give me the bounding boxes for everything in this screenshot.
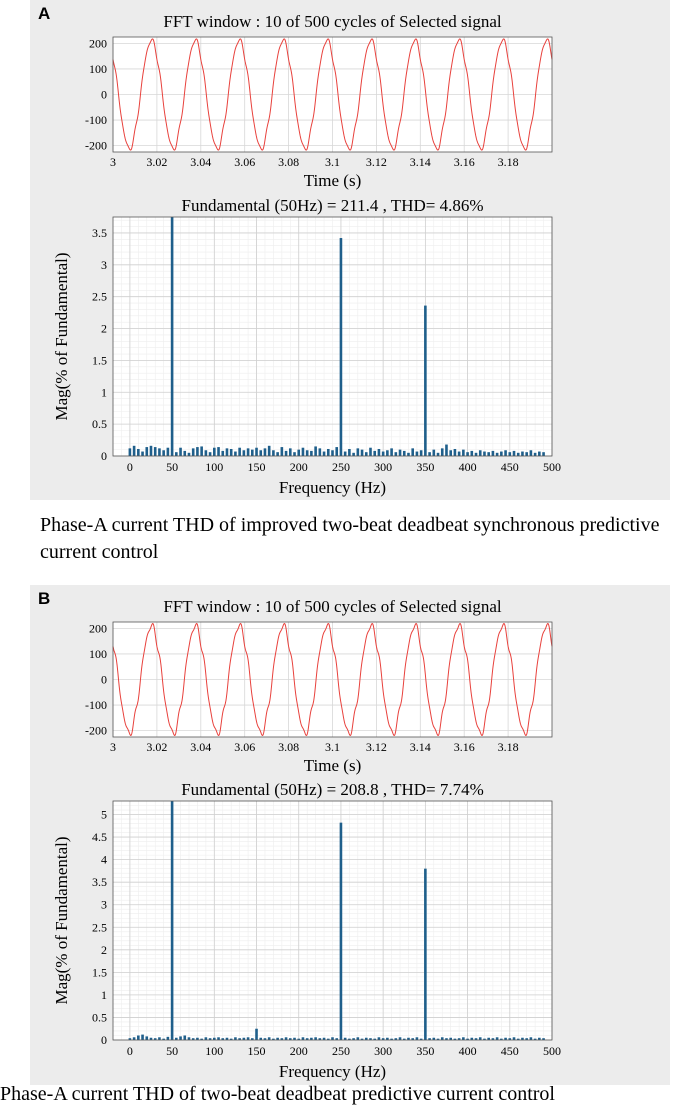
panel-label: A <box>38 4 51 23</box>
x-tick-label: 3.14 <box>409 155 431 169</box>
spectrum-bar <box>462 1037 465 1040</box>
x-tick-label: 3 <box>110 740 116 754</box>
y-tick-label: 1 <box>101 987 107 1002</box>
x-tick-label: 150 <box>247 460 266 474</box>
spectrum-bar <box>373 451 376 456</box>
x-tick-label: 0 <box>126 460 133 474</box>
spectrum-bar <box>205 450 208 456</box>
spectrum-bar <box>335 447 338 456</box>
spectrum-bar <box>276 452 279 456</box>
x-axis-label: Frequency (Hz) <box>278 478 387 497</box>
spectrum-bar <box>255 448 258 456</box>
spectrum-bar <box>158 448 161 456</box>
spectrum-bar <box>162 450 165 456</box>
spectrum-bar <box>133 446 136 456</box>
spectrum-bar <box>175 452 178 456</box>
x-tick-label: 250 <box>331 460 350 474</box>
spectrum-bar <box>344 452 347 456</box>
spectrum-bar <box>133 1037 136 1040</box>
plot-title: FFT window : 10 of 500 cycles of Selected signal <box>163 12 502 31</box>
x-tick-label: 300 <box>374 460 393 474</box>
x-tick-label: 100 <box>205 460 224 474</box>
x-tick-label: 500 <box>543 1044 561 1058</box>
spectrum-bar <box>369 448 372 456</box>
x-axis-label: Time (s) <box>303 171 362 190</box>
spectrum-plot <box>52 196 561 497</box>
spectrum-bar <box>361 450 364 456</box>
y-tick-label: 2 <box>101 942 107 957</box>
y-tick-label: 0.5 <box>92 417 107 432</box>
spectrum-bar <box>445 445 448 456</box>
x-tick-label: 250 <box>331 1044 350 1058</box>
x-tick-label: 500 <box>543 460 561 474</box>
spectrum-bar <box>247 448 250 456</box>
spectrum-bar <box>259 450 262 456</box>
spectrum-bar <box>407 453 410 456</box>
spectrum-bar <box>272 450 275 456</box>
spectrum-bar <box>183 1035 186 1040</box>
spectrum-bar <box>416 1037 419 1040</box>
spectrum-bar <box>141 452 144 456</box>
spectrum-bar <box>205 1037 208 1040</box>
caption-a: Phase-A current THD of improved two-beat deadbeat synchronous predictive current control <box>40 514 660 563</box>
spectrum-bar <box>302 1037 305 1040</box>
y-tick-label: 1 <box>101 385 107 400</box>
panel-label: B <box>38 589 51 608</box>
spectrum-bar <box>141 1035 144 1040</box>
spectrum-bar <box>352 453 355 456</box>
x-tick-label: 450 <box>500 1044 519 1058</box>
spectrum-bar <box>458 452 461 456</box>
spectrum-bar <box>340 238 343 456</box>
spectrum-bar <box>293 452 296 456</box>
spectrum-bar <box>230 449 233 456</box>
spectrum-bar <box>454 449 457 456</box>
spectrum-bar <box>297 450 300 456</box>
spectrum-bar <box>517 453 520 456</box>
spectrum-bar <box>441 1037 444 1040</box>
spectrum-bar <box>243 450 246 456</box>
time-plot <box>85 12 552 190</box>
spectrum-bar <box>420 450 423 456</box>
plot-title: FFT window : 10 of 500 cycles of Selected signal <box>163 597 502 616</box>
y-tick-label: 4 <box>101 852 107 867</box>
spectrum-bar <box>331 1037 334 1040</box>
spectrum-bar <box>167 448 170 456</box>
x-tick-label: 3.06 <box>234 155 256 169</box>
y-tick-label: -200 <box>85 723 107 738</box>
y-tick-label: 100 <box>89 646 107 661</box>
y-axis-label: Mag(% of Fundamental) <box>52 836 71 1005</box>
spectrum-bar <box>395 452 398 456</box>
spectrum-bar <box>302 448 305 456</box>
x-tick-label: 3.02 <box>146 155 168 169</box>
y-tick-label: 1.5 <box>92 965 107 980</box>
x-tick-label: 3.18 <box>497 740 519 754</box>
spectrum-bar <box>310 451 313 456</box>
spectrum-bar <box>196 447 199 456</box>
x-tick-label: 100 <box>205 1044 224 1058</box>
y-tick-label: 0 <box>101 87 107 102</box>
spectrum-bar <box>234 1037 237 1040</box>
spectrum-bar <box>416 452 419 456</box>
x-axis-label: Frequency (Hz) <box>278 1062 387 1081</box>
x-tick-label: 200 <box>289 460 308 474</box>
x-tick-label: 450 <box>500 460 519 474</box>
spectrum-bar <box>234 452 237 456</box>
spectrum-bar <box>428 452 431 456</box>
x-tick-label: 50 <box>166 1044 179 1058</box>
spectrum-bar <box>285 451 288 456</box>
spectrum-bar <box>441 448 444 456</box>
x-tick-label: 3.12 <box>365 155 387 169</box>
spectrum-bar <box>314 446 317 456</box>
x-tick-label: 3.16 <box>453 155 475 169</box>
spectrum-bar <box>378 1037 381 1040</box>
y-tick-label: 200 <box>89 621 107 636</box>
spectrum-bar <box>487 452 490 456</box>
spectrum-bar <box>357 448 360 456</box>
x-tick-label: 400 <box>458 460 477 474</box>
spectrum-bar <box>496 1037 499 1040</box>
spectrum-bar <box>479 1037 482 1040</box>
spectrum-bar <box>530 450 533 456</box>
spectrum-bar <box>268 446 271 456</box>
x-tick-label: 3.1 <box>325 155 340 169</box>
spectrum-bar <box>466 452 469 456</box>
spectrum-bar <box>137 1035 140 1040</box>
spectrum-bar <box>188 1037 191 1040</box>
y-tick-label: 5 <box>101 807 107 822</box>
spectrum-bar <box>167 1037 170 1040</box>
y-tick-label: 4.5 <box>92 830 107 845</box>
x-tick-label: 3.1 <box>325 740 340 754</box>
spectrum-bar <box>306 450 309 456</box>
spectrum-bar <box>281 447 284 456</box>
spectrum-bar <box>171 801 174 1040</box>
x-tick-label: 3 <box>110 155 116 169</box>
spectrum-plot <box>52 780 561 1081</box>
spectrum-bar <box>158 1037 161 1040</box>
spectrum-bar <box>200 446 203 456</box>
spectrum-bar <box>390 448 393 456</box>
spectrum-bar <box>255 1029 258 1040</box>
spectrum-bar <box>129 448 132 456</box>
spectrum-bar <box>479 450 482 456</box>
spectrum-bar <box>521 452 524 456</box>
plot-title: Fundamental (50Hz) = 208.8 , THD= 7.74% <box>181 780 484 799</box>
spectrum-bar <box>226 448 229 456</box>
y-tick-label: 0.5 <box>92 1010 107 1025</box>
spectrum-bar <box>238 448 241 456</box>
spectrum-bar <box>340 823 343 1040</box>
spectrum-bar <box>399 450 402 456</box>
spectrum-bar <box>513 1037 516 1040</box>
spectrum-bar <box>179 448 182 456</box>
x-tick-label: 3.18 <box>497 155 519 169</box>
x-tick-label: 400 <box>458 1044 477 1058</box>
spectrum-bar <box>289 448 292 456</box>
spectrum-bar <box>145 1036 148 1040</box>
spectrum-bar <box>183 451 186 456</box>
spectrum-bar <box>386 450 389 456</box>
spectrum-bar <box>538 452 541 456</box>
time-plot <box>85 597 552 775</box>
spectrum-bar <box>500 452 503 456</box>
spectrum-bar <box>179 1036 182 1040</box>
spectrum-bar <box>357 1037 360 1040</box>
x-tick-label: 0 <box>126 1044 133 1058</box>
x-tick-label: 3.06 <box>234 740 256 754</box>
spectrum-bar <box>508 452 511 456</box>
x-tick-label: 150 <box>247 1044 266 1058</box>
spectrum-bar <box>496 453 499 456</box>
spectrum-bar <box>542 452 545 456</box>
spectrum-bar <box>378 449 381 456</box>
y-tick-label: -100 <box>85 698 107 713</box>
spectrum-bar <box>411 448 414 456</box>
spectrum-bar <box>314 1037 317 1040</box>
x-tick-label: 350 <box>416 1044 435 1058</box>
spectrum-bar <box>217 447 220 456</box>
y-tick-label: 0 <box>101 449 107 463</box>
x-tick-label: 3.04 <box>190 155 212 169</box>
y-tick-label: -200 <box>85 138 107 153</box>
spectrum-bar <box>323 452 326 456</box>
spectrum-bar <box>525 452 528 456</box>
x-tick-label: 3.08 <box>278 155 300 169</box>
y-tick-label: 3 <box>101 257 107 272</box>
spectrum-bar <box>471 451 474 456</box>
spectrum-bar <box>213 448 216 456</box>
y-tick-label: 200 <box>89 36 107 51</box>
spectrum-bar <box>424 869 427 1040</box>
spectrum-bar <box>145 447 148 456</box>
spectrum-bar <box>327 449 330 456</box>
x-tick-label: 300 <box>374 1044 393 1058</box>
spectrum-bar <box>534 453 537 456</box>
spectrum-bar <box>268 1037 271 1040</box>
spectrum-bar <box>424 306 427 456</box>
y-tick-label: 3 <box>101 897 107 912</box>
y-tick-label: 0 <box>101 672 107 687</box>
spectrum-bar <box>192 448 195 456</box>
x-tick-label: 3.04 <box>190 740 212 754</box>
spectrum-bar <box>348 449 351 456</box>
x-tick-label: 3.14 <box>409 740 431 754</box>
y-tick-label: 2.5 <box>92 289 107 304</box>
spectrum-bar <box>513 451 516 456</box>
x-tick-label: 350 <box>416 460 435 474</box>
x-tick-label: 3.12 <box>365 740 387 754</box>
x-tick-label: 50 <box>166 460 179 474</box>
spectrum-bar <box>154 447 157 456</box>
y-tick-label: 3.5 <box>92 225 107 240</box>
spectrum-bar <box>137 449 140 456</box>
y-tick-label: -100 <box>85 113 107 128</box>
x-tick-label: 3.16 <box>453 740 475 754</box>
x-axis-label: Time (s) <box>303 756 362 775</box>
x-tick-label: 3.02 <box>146 740 168 754</box>
spectrum-bar <box>449 450 452 456</box>
spectrum-bar <box>221 451 224 456</box>
spectrum-bar <box>437 453 440 456</box>
spectrum-bar <box>382 452 385 456</box>
spectrum-bar <box>247 1037 250 1040</box>
spectrum-bar <box>483 452 486 456</box>
spectrum-bar <box>504 450 507 456</box>
x-tick-label: 200 <box>289 1044 308 1058</box>
y-tick-label: 3.5 <box>92 875 107 890</box>
spectrum-bar <box>475 453 478 456</box>
y-tick-label: 2 <box>101 321 107 336</box>
spectrum-bar <box>399 1037 402 1040</box>
spectrum-bar <box>285 1037 288 1040</box>
spectrum-bar <box>462 450 465 456</box>
caption-b: Phase-A current THD of two-beat deadbeat predictive current control <box>0 1083 555 1105</box>
spectrum-bar <box>331 450 334 456</box>
spectrum-bar <box>217 1037 220 1040</box>
y-tick-label: 100 <box>89 61 107 76</box>
spectrum-bar <box>492 451 495 456</box>
spectrum-bar <box>319 448 322 456</box>
y-axis-label: Mag(% of Fundamental) <box>52 252 71 421</box>
spectrum-bar <box>209 452 212 456</box>
x-tick-label: 3.08 <box>278 740 300 754</box>
y-tick-label: 2.5 <box>92 920 107 935</box>
spectrum-bar <box>264 448 267 456</box>
spectrum-bar <box>433 450 436 456</box>
y-tick-label: 0 <box>101 1033 107 1047</box>
spectrum-bar <box>530 1037 533 1040</box>
spectrum-bar <box>150 446 153 456</box>
plot-title: Fundamental (50Hz) = 211.4 , THD= 4.86% <box>181 196 484 215</box>
spectrum-bar <box>251 450 254 456</box>
spectrum-bar <box>171 217 174 456</box>
spectrum-bar <box>188 453 191 456</box>
y-tick-label: 1.5 <box>92 353 107 368</box>
spectrum-bar <box>365 452 368 456</box>
spectrum-bar <box>403 451 406 456</box>
